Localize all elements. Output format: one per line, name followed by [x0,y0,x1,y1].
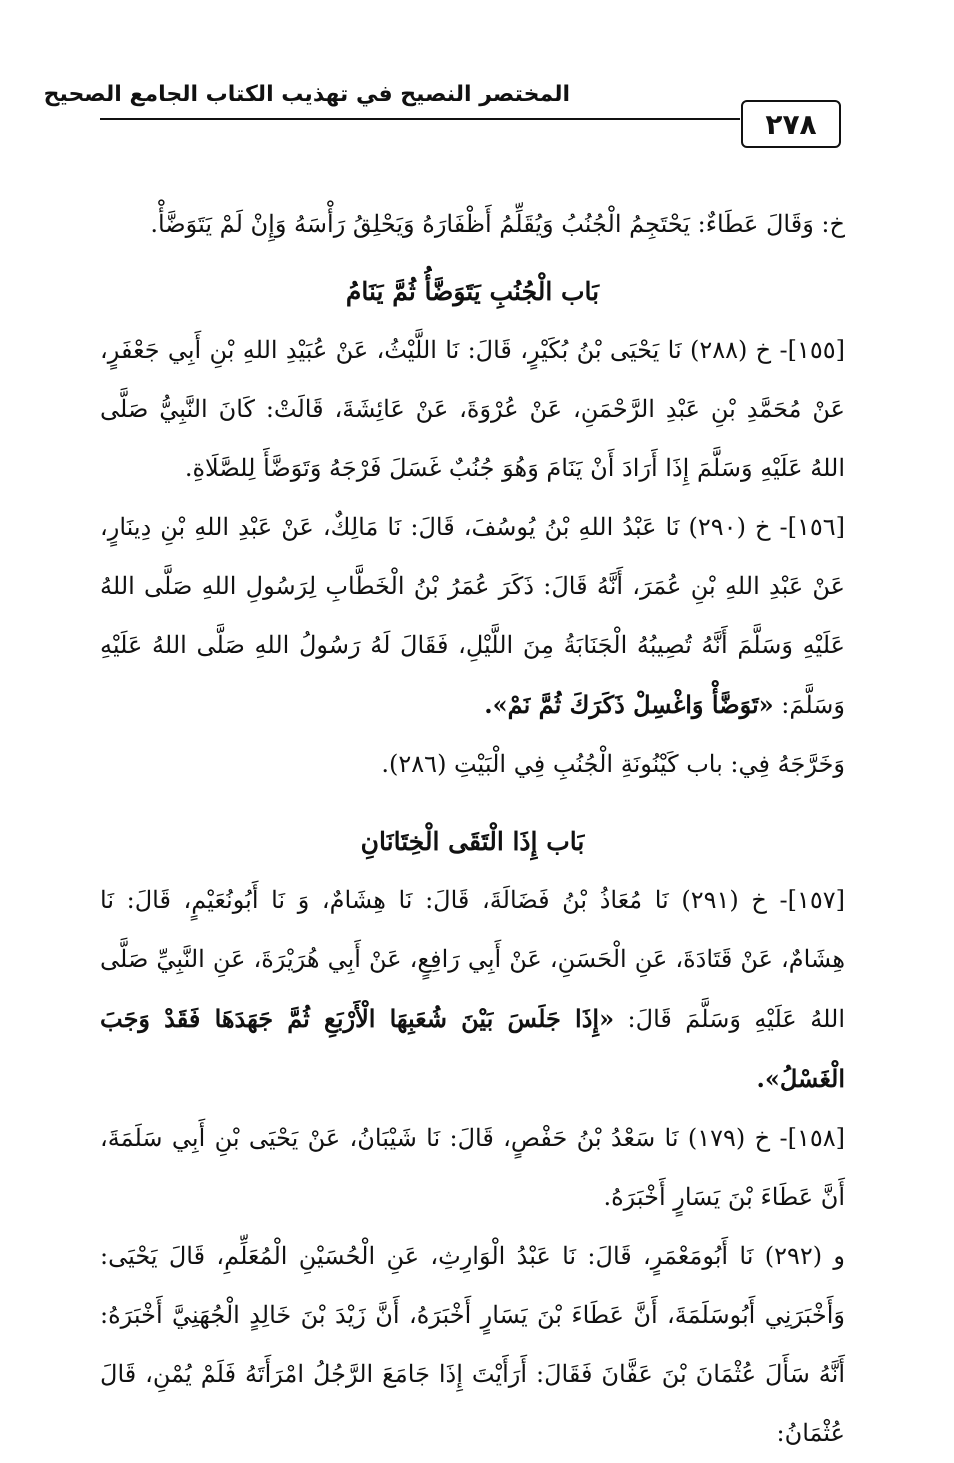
spacer [100,794,845,812]
hadith-156-text: [١٥٦]- خ (٢٩٠) نَا عَبْدُ اللهِ بْنُ يُوسُفَ، قَالَ: نَا مَالِكٌ، عَنْ عَبْدِ اللهِ بْنِ دِينَارٍ، عَنْ عَبْدِ اللهِ بْنِ عُمَرَ، أَنَّهُ قَالَ: ذَكَرَ عُمَرُ بْنُ الْخَطَّابِ لِرَسُولِ اللهِ صَلَّى اللهُ عَلَيْهِ وَسَلَّمَ أَنَّهُ تُصِيبُهُ الْجَنَابَةُ مِنَ اللَّيْلِ، فَقَالَ لَهُ رَسُولُ اللهِ صَلَّى اللهُ عَلَيْهِ وَسَلَّمَ: [100,513,845,719]
header-rule [100,118,740,120]
chapter-heading-2: بَاب إِذَا الْتَقَى الْخِتَانَانِ [360,827,585,856]
running-title: المختصر النصيح في تهذيب الكتاب الجامع الصحيح [43,82,570,107]
hadith-155: [١٥٥]- خ (٢٨٨) نَا يَحْيَى بْنُ بُكَيْرٍ، قَالَ: نَا اللَّيْثُ، عَنْ عُبَيْدِ اللهِ بْنِ أَبِي جَعْفَرٍ، عَنْ مُحَمَّدِ بْنِ عَبْدِ الرَّحْمَنِ، عَنْ عُرْوَةَ، عَنْ عَائِشَةَ، قَالَتْ: كَانَ النَّبِيُّ صَلَّى اللهُ عَلَيْهِ وَسَلَّمَ إِذَا أَرَادَ أَنْ يَنَامَ وَهُوَ جُنُبٌ غَسَلَ فَرْجَهُ وَتَوَضَّأَ لِلصَّلَاةِ. [100,336,845,482]
intro-paragraph: خ: وَقَالَ عَطَاءٌ: يَحْتَجِمُ الْجُنُبُ وَيُقَلِّمُ أَظْفَارَهُ وَيَحْلِقُ رَأْسَهُ وَإِنْ لَمْ يَتَوَضَّأْ. [150,210,845,238]
hadith-157-text: [١٥٧]- خ (٢٩١) نَا مُعَاذُ بْنُ فَضَالَةَ، قَالَ: نَا هِشَامٌ، وَ نَا أَبُونُعَيْمٍ، قَالَ: نَا هِشَامٌ، عَنْ قَتَادَةَ، عَنِ الْحَسَنِ، عَنْ أَبِي رَافِعٍ، عَنْ أَبِي هُرَيْرَةَ، عَنِ النَّبِيِّ صَلَّى اللهُ عَلَيْهِ وَسَلَّمَ قَالَ: [100,886,846,1033]
hadith-292: و (٢٩٢) نَا أَبُومَعْمَرٍ، قَالَ: نَا عَبْدُ الْوَارِثِ، عَنِ الْحُسَيْنِ الْمُعَلِّمِ، قَالَ يَحْيَى: وَأَخْبَرَنِي أَبُوسَلَمَةَ، أَنَّ عَطَاءَ بْنَ يَسَارٍ أَخْبَرَهُ، أَنَّ زَيْدَ بْنَ خَالِدٍ الْجُهَنِيَّ أَخْبَرَهُ: أَنَّهُ سَأَلَ عُثْمَانَ بْنَ عَفَّانَ فَقَالَ: أَرَأَيْتَ إِذَا جَامَعَ الرَّجُلُ امْرَأَتَهُ فَلَمْ يُمْنِ، قَالَ عُثْمَانُ: [100,1242,845,1447]
chapter-heading-1: بَاب الْجُنُبِ يَتَوَضَّأُ ثُمَّ يَنَامُ [345,277,600,306]
hadith-157 [100,871,845,1109]
page-number: ٢٧٨ [741,100,841,148]
hadith-156 [100,498,845,735]
hadith-156-note: وَخَرَّجَهُ فِي: باب كَيْنُونَةِ الْجُنُبِ فِي الْبَيْتِ (٢٨٦). [381,750,845,778]
hadith-157-quote: «إِذَا جَلَسَ بَيْنَ شُعَبِهَا الْأَرْبَعِ ثُمَّ جَهَدَهَا فَقَدْ وَجَبَ الْغَسْلُ». [100,1004,845,1093]
hadith-158: [١٥٨]- خ (١٧٩) نَا سَعْدُ بْنُ حَفْصٍ، قَالَ: نَا شَيْبَانُ، عَنْ يَحْيَى بْنِ أَبِي سَلَمَةَ، أَنَّ عَطَاءَ بْنَ يَسَارٍ أَخْبَرَهُ. [100,1124,845,1211]
spacer [100,254,845,262]
hadith-156-quote: «تَوَضَّأْ وَاغْسِلْ ذَكَرَكَ ثُمَّ نَمْ». [484,690,774,719]
page-body [100,195,845,1463]
